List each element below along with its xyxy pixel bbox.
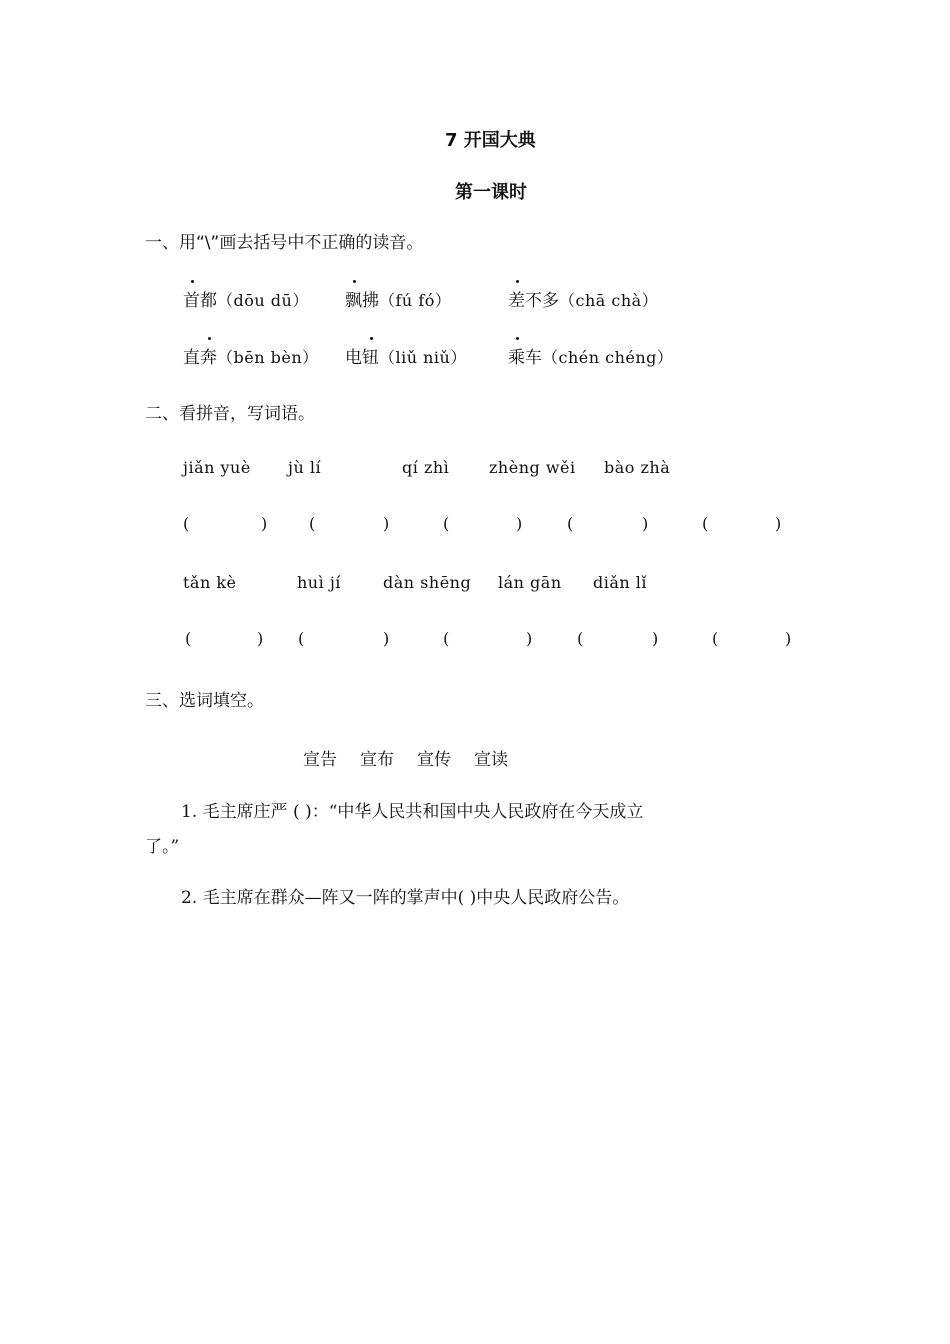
word-choice: 宣传 <box>417 750 451 770</box>
question-2: 2. 毛主席在群众—阵又一阵的掌声中( )中央人民政府公告。 <box>181 888 630 908</box>
open-paren: ( <box>712 629 719 648</box>
reading-item: 直奔（bēn bèn） <box>183 343 319 368</box>
word-choice: 宣读 <box>474 750 508 770</box>
close-paren: ) <box>516 514 523 533</box>
reading-item: 飘拂（fú fó） <box>345 286 451 311</box>
pinyin-word: dàn shēng <box>383 573 472 592</box>
open-paren: ( <box>298 629 305 648</box>
pinyin-word: jiǎn yuè <box>183 458 251 477</box>
open-paren: ( <box>183 514 190 533</box>
pinyin-options: （chén chéng） <box>542 348 674 367</box>
section1-heading: 一、用“\”画去括号中不正确的读音。 <box>145 233 424 253</box>
close-paren: ) <box>261 514 268 533</box>
emphasis-dot: 乘 <box>508 343 525 368</box>
pinyin-options: （chā chà） <box>559 291 659 310</box>
pinyin-options: （bēn bèn） <box>217 348 319 367</box>
pinyin-word: tǎn kè <box>183 573 237 592</box>
open-paren: ( <box>443 629 450 648</box>
close-paren: ) <box>526 629 533 648</box>
close-paren: ) <box>652 629 659 648</box>
open-paren: ( <box>309 514 316 533</box>
reading-item: 首都（dōu dū） <box>183 286 309 311</box>
pinyin-word: huì jí <box>297 573 341 592</box>
section3-heading: 三、选词填空。 <box>145 691 264 711</box>
pinyin-word: jù lí <box>288 458 322 477</box>
emphasis-dot: 差 <box>508 286 525 311</box>
open-paren: ( <box>185 629 192 648</box>
close-paren: ) <box>642 514 649 533</box>
emphasis-dot: 首 <box>183 286 200 311</box>
pinyin-options: （liǔ niǔ） <box>379 348 467 367</box>
close-paren: ) <box>383 629 390 648</box>
word-choice: 宣布 <box>360 750 394 770</box>
open-paren: ( <box>577 629 584 648</box>
emphasis-dot: 奔 <box>200 343 217 368</box>
close-paren: ) <box>775 514 782 533</box>
pinyin-word: diǎn lǐ <box>593 573 648 592</box>
lesson-subtitle: 第一课时 <box>455 182 527 203</box>
close-paren: ) <box>785 629 792 648</box>
close-paren: ) <box>383 514 390 533</box>
pinyin-word: bào zhà <box>604 458 671 477</box>
open-paren: ( <box>702 514 709 533</box>
open-paren: ( <box>443 514 450 533</box>
question-1-line-2: 了。” <box>145 837 180 857</box>
emphasis-dot: 钮 <box>362 343 379 368</box>
pinyin-word: qí zhì <box>402 458 450 477</box>
reading-item: 电钮（liǔ niǔ） <box>345 343 467 368</box>
emphasis-dot: 飘 <box>345 286 362 311</box>
pinyin-word: lán gān <box>498 573 562 592</box>
reading-item: 乘车（chén chéng） <box>508 343 673 368</box>
pinyin-word: zhèng wěi <box>489 458 576 477</box>
pinyin-options: （fú fó） <box>379 291 452 310</box>
open-paren: ( <box>567 514 574 533</box>
page-title: 7 开国大典 <box>445 130 536 151</box>
pinyin-options: （dōu dū） <box>217 291 309 310</box>
reading-item: 差不多（chā chà） <box>508 286 658 311</box>
question-1-line-1: 1. 毛主席庄严 ( )：“中华人民共和国中央人民政府在今天成立 <box>181 802 644 822</box>
section2-heading: 二、看拼音，写词语。 <box>145 404 315 424</box>
word-choice: 宣告 <box>303 750 337 770</box>
close-paren: ) <box>257 629 264 648</box>
